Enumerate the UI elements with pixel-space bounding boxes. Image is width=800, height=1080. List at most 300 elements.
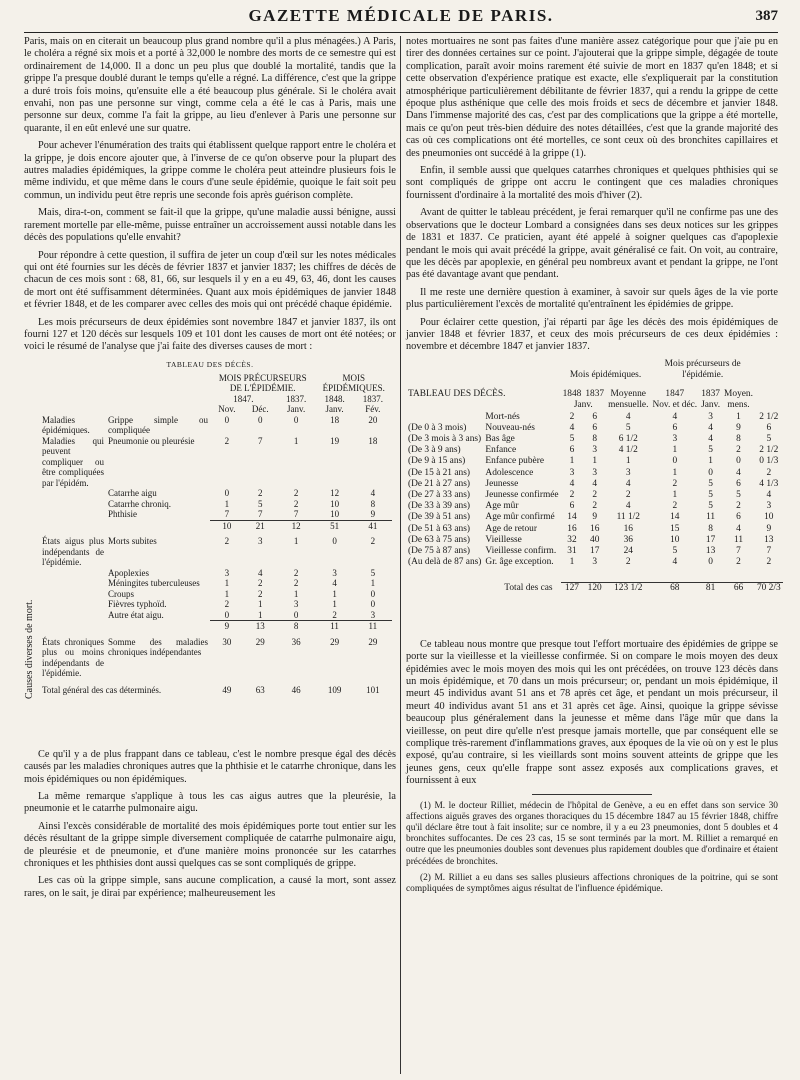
paragraph: notes mortuaires ne sont pas faites d'une manière assez catégorique pour que j'aie pu en tirer des données certaines sur ce point. J'ajouterai que la grippe simple, dégagée de toute complication, paraît avoir moins rarement été suivie de mort en 1837 qu'en 1848; et si cette observation d'expérience pratique est exacte, elle s'expliquerait par la constitution atmosphérique particulièrement débilitante de février 1837, qui a rendu la grippe de cette époque plus asthénique que celle des mois froids et secs de décembre et janvier 1848. Dans l'immense majorité des cas, c'est par des complications que la grippe a été mortelle, mais ce qu'on peut très-bien déduire des notes détaillées, c'est que la grande majorité des cas où ces complications ont été mortelles, ce sont ceux où des bronchites capillaires et des pneumonies ont succédé à la grippe (1). bbox=[406, 36, 778, 159]
table-cell: 6 bbox=[592, 411, 598, 422]
table-cell: 7 bbox=[736, 546, 741, 556]
table-cell: 2 bbox=[293, 567, 299, 578]
row-label: Morts subites bbox=[108, 536, 157, 547]
row-label: Pneumonie ou pleurésie bbox=[108, 435, 195, 446]
table-cell: 9 bbox=[736, 422, 741, 433]
table-cell: 0 bbox=[224, 609, 230, 620]
row-label: Somme des maladies chroniques indépendantes bbox=[108, 636, 208, 658]
subtotal-row bbox=[40, 520, 392, 536]
table-cell: 4 bbox=[766, 489, 772, 500]
table-cell: 0 1/3 bbox=[759, 456, 779, 467]
table-cell: 2 bbox=[332, 609, 337, 620]
table-cell: 4 bbox=[625, 501, 631, 512]
row-label: Fièvres typhoïd. bbox=[108, 599, 167, 610]
table-cell: 29 bbox=[368, 636, 378, 647]
table-row bbox=[40, 599, 392, 610]
table-cell: 3 bbox=[592, 445, 598, 456]
table-cell: 1 bbox=[258, 609, 263, 620]
table-cell: 0 bbox=[224, 488, 230, 499]
table-cell: 13 bbox=[764, 534, 774, 545]
journal-title: GAZETTE MÉDICALE DE PARIS. bbox=[248, 6, 554, 25]
table-cell: 0 bbox=[708, 557, 713, 568]
table-cell: 21 bbox=[244, 520, 277, 536]
table-row bbox=[40, 610, 392, 621]
table-cell: 2 bbox=[736, 557, 741, 568]
table-cell: 18 bbox=[368, 435, 378, 446]
table-cell: 1 bbox=[224, 498, 230, 509]
table-cell: 2 bbox=[766, 557, 772, 568]
paragraph: La même remarque s'applique à tous les cas aigus autres que la pleurésie, la pneumonie et le catarrhe pulmonaire aigu. bbox=[24, 790, 396, 815]
table-cell: 0 bbox=[370, 588, 376, 599]
year-header: 1847. bbox=[233, 393, 254, 404]
table-cell: 5 bbox=[708, 445, 713, 456]
table-cell: 1 bbox=[332, 588, 337, 599]
total-cell: 66 bbox=[722, 583, 755, 595]
row-label: Apoplexies bbox=[108, 567, 149, 578]
row-group bbox=[40, 599, 106, 610]
table-cell: 17 bbox=[590, 546, 600, 556]
age-range: (De 15 à 21 ans) bbox=[408, 467, 470, 478]
table-cell: 9 bbox=[370, 509, 376, 520]
table-title: TABLEAU DES DÉCÈS. bbox=[408, 389, 506, 400]
row-group bbox=[40, 610, 106, 621]
age-label: Jeunesse bbox=[485, 478, 519, 489]
age-range: (De 3 à 9 ans) bbox=[408, 445, 461, 456]
page-header bbox=[24, 6, 778, 33]
row-label bbox=[106, 621, 210, 637]
year-header: 1837. bbox=[285, 393, 307, 404]
table-cell: 11 1/2 bbox=[616, 512, 640, 523]
paragraph: Il me reste une dernière question à examiner, à savoir sur quels âges de la vie porte plus particulièrement l'excès de mortalité qu'entraînent les épidémies de grippe. bbox=[406, 286, 778, 311]
table-cell: 11 bbox=[354, 621, 392, 637]
table-cell: 1 bbox=[569, 557, 575, 568]
table-cell: 1 bbox=[625, 456, 631, 467]
table-cell: 2 bbox=[625, 489, 631, 500]
table-cell: 32 bbox=[567, 534, 577, 545]
row-group bbox=[40, 568, 106, 579]
column-divider bbox=[400, 36, 401, 1074]
age-range: (De 39 à 51 ans) bbox=[408, 512, 470, 523]
table-cell: 1 bbox=[224, 578, 230, 589]
table-cell: 6 bbox=[766, 422, 772, 433]
table-row bbox=[406, 468, 783, 479]
col-header: Nov. et déc. bbox=[652, 400, 698, 411]
table-cell: 29 bbox=[330, 636, 340, 647]
table-cell: 4 bbox=[672, 411, 678, 422]
table-cell: 5 bbox=[708, 478, 713, 489]
table-cell: 5 bbox=[708, 501, 713, 512]
table-cell: 11 bbox=[315, 621, 353, 637]
table-cell: 9 bbox=[592, 512, 598, 523]
col-header: Janv. bbox=[701, 400, 721, 411]
total-cell: 68 bbox=[650, 583, 699, 595]
table-cell: 4 bbox=[672, 557, 678, 568]
table-row bbox=[406, 479, 783, 490]
table-cell: 2 bbox=[293, 488, 299, 499]
grand-total-cell: 46 bbox=[291, 684, 301, 695]
table-row bbox=[40, 436, 392, 489]
col-header: 1848 bbox=[562, 389, 582, 400]
age-range: (De 75 à 87 ans) bbox=[408, 546, 470, 556]
table-cell: 10 bbox=[670, 534, 680, 545]
table-row bbox=[406, 423, 783, 434]
col-header: 1837 bbox=[701, 389, 720, 400]
row-group bbox=[40, 589, 106, 600]
table-row bbox=[406, 412, 783, 423]
table-cell: 5 bbox=[258, 498, 263, 509]
table-cell: 2 bbox=[592, 501, 598, 512]
row-group bbox=[40, 621, 106, 637]
table-cell: 3 bbox=[293, 599, 299, 610]
paragraph: Enfin, il semble aussi que quelques catarrhes chroniques et quelques phthisies qui se sont compliqués de grippe ont accru le contingent que ces maladies chroniques fournissent d'ordinaire à la mortalité des mois d'hiver (2). bbox=[406, 165, 778, 201]
table-cell: 14 bbox=[670, 512, 680, 523]
age-label: Age mûr bbox=[485, 501, 519, 512]
table-cell: 3 bbox=[332, 567, 337, 578]
table-row bbox=[40, 568, 392, 579]
table-cell: 7 bbox=[766, 546, 772, 556]
table-cell: 15 bbox=[670, 523, 680, 534]
col-header: 1847 bbox=[665, 389, 685, 400]
grand-total-cell: 49 bbox=[222, 684, 232, 695]
table-cell: 8 bbox=[277, 621, 316, 637]
paragraph: Ainsi l'excès considérable de mortalité des mois épidémiques porte tout entier sur les décès résultant de la grippe simple diversement compliquée de catarrhe pulmonaire aigu, de pleurésie et de pneumonie, et d'une manière moins prononcée sur les catarrhes chroniques et les phthisies dont aussi quelques cas se sont compliqués de grippe. bbox=[24, 820, 396, 869]
table-cell: 3 bbox=[569, 467, 575, 478]
year-header: 1848. bbox=[324, 393, 345, 404]
table-row bbox=[406, 445, 783, 456]
table-cell: 3 bbox=[370, 609, 376, 620]
paragraph: Avant de quitter le tableau précédent, je ferai remarquer qu'il ne confirme pas une des observations que le docteur Lombard a consignées dans ses deux notices sur les grippes de 1831 et 1837. Ce praticien, ayant été appelé à soigner quelques cas d'apoplexie pendant le mois qui avait précédé la grippe, avait généralisé ce fait. On voit, au contraire, que les décès par apoplexie, en général peu nombreux avant et pendant la grippe, ne l'ont pas été davantage avant que pendant. bbox=[406, 207, 778, 281]
table-cell: 12 bbox=[330, 488, 340, 499]
table-cell: 2 1/2 bbox=[759, 445, 779, 456]
age-range: (De 27 à 33 ans) bbox=[408, 489, 470, 500]
table-cell: 3 bbox=[672, 433, 678, 444]
table-row bbox=[40, 536, 392, 568]
table-cell: 5 bbox=[569, 433, 575, 444]
col-header: 1837 bbox=[585, 389, 605, 400]
age-table-body bbox=[406, 412, 783, 569]
table-cell: 6 bbox=[672, 422, 678, 433]
table-cell: 2 1/2 bbox=[759, 411, 779, 422]
right-column bbox=[406, 36, 781, 900]
col-header: Moyen. bbox=[724, 389, 753, 400]
footnote-rule bbox=[532, 794, 652, 795]
table-cell: 30 bbox=[222, 636, 232, 647]
table-cell: 2 bbox=[258, 488, 263, 499]
month-header: Déc. bbox=[251, 404, 269, 415]
total-cell: 120 bbox=[583, 583, 606, 595]
month-header: Janv. bbox=[325, 404, 344, 415]
table-cell: 3 bbox=[625, 467, 631, 478]
col-header: Moyenne bbox=[610, 389, 646, 400]
group-header: Mois épidémiques. bbox=[569, 369, 642, 380]
total-cell: 70 2/3 bbox=[756, 583, 781, 594]
row-group: États aigus plus indépendants de l'épidémie. bbox=[42, 536, 104, 568]
row-label bbox=[106, 520, 210, 536]
table-cell: 4 bbox=[569, 478, 575, 489]
paragraph: Pour éclairer cette question, j'ai réparti par âge les décès des mois épidémiques de janvier 1848 et février 1837, et ceux des mois précurseurs de ces deux épidémies : novembre et décembre 1847 et janvier 1837. bbox=[406, 316, 778, 353]
table-cell: 2 bbox=[224, 435, 230, 446]
age-range: (De 63 à 75 ans) bbox=[408, 534, 470, 545]
table-cell: 11 bbox=[706, 512, 716, 523]
table-cell: 24 bbox=[623, 546, 633, 556]
table-cell: 1 bbox=[708, 456, 713, 467]
grand-total-cell: 63 bbox=[255, 684, 265, 695]
month-header: Nov. bbox=[218, 404, 236, 415]
table-cell: 3 bbox=[592, 557, 598, 568]
row-label: Autre état aigu. bbox=[108, 609, 164, 620]
table-cell: 1 bbox=[258, 599, 263, 610]
table-cell: 6 bbox=[736, 478, 741, 489]
row-label: Phthisie bbox=[108, 509, 138, 520]
table-cell: 5 bbox=[672, 546, 678, 556]
paragraph: Mais, dira-t-on, comment se fait-il que la grippe, qu'une maladie aussi bénigne, aussi rarement mortelle par elle-même, puisse entraîner un accroissement aussi notable dans les décès des populations qu'elle envahit? bbox=[24, 207, 396, 244]
table-cell: 36 bbox=[623, 534, 633, 545]
age-label: Enfance pubère bbox=[485, 456, 544, 467]
table-row bbox=[40, 415, 392, 436]
table-cell: 0 bbox=[708, 467, 713, 478]
table-cell: 4 bbox=[332, 578, 337, 589]
table-cell: 2 bbox=[766, 467, 772, 478]
row-group bbox=[40, 488, 106, 499]
age-label: Vieillesse confirm. bbox=[485, 546, 557, 556]
age-label: Vieillesse bbox=[485, 534, 522, 545]
table-cell: 1 bbox=[293, 435, 299, 446]
table-cell: 1 bbox=[592, 456, 598, 467]
table-cell: 0 bbox=[224, 414, 230, 425]
table-cell: 2 bbox=[224, 599, 230, 610]
table-cell: 1 bbox=[672, 489, 678, 500]
table-cell: 1 bbox=[569, 456, 575, 467]
left-column bbox=[24, 36, 396, 905]
table-cell: 4 bbox=[569, 422, 575, 433]
table-cell: 6 bbox=[569, 501, 575, 512]
col-header: mensuelle. bbox=[608, 400, 649, 411]
age-range: (De 3 mois à 3 ans) bbox=[408, 433, 482, 444]
table-cell: 19 bbox=[330, 435, 340, 446]
table-cell: 16 bbox=[623, 523, 633, 534]
table-cell: 2 bbox=[736, 501, 741, 512]
row-label: Croups bbox=[108, 588, 135, 599]
age-label: Age mûr confirmé bbox=[485, 512, 555, 523]
table-cell: 3 bbox=[224, 567, 230, 578]
month-header: Janv. bbox=[287, 404, 306, 415]
table-row bbox=[406, 456, 783, 467]
group-header: MOIS ÉPIDÉMIQUES. bbox=[322, 372, 385, 394]
age-label: Enfance bbox=[485, 445, 517, 456]
table-row bbox=[40, 488, 392, 499]
paragraph: Les mois précurseurs de deux épidémies sont novembre 1847 et janvier 1837, ils ont fourni 127 et 120 décès sur lesquels 109 et 101 dont les causes de mort ont été notées; or voici le résumé de l'analyse que j'ai faite des diverses causes de mort : bbox=[24, 316, 396, 353]
row-group bbox=[40, 578, 106, 589]
table-cell: 1 bbox=[293, 536, 299, 547]
table-cell: 4 bbox=[708, 433, 713, 444]
paragraph: Ce qu'il y a de plus frappant dans ce tableau, c'est le nombre presque égal des décès causés par les maladies chroniques autres que la phthisie et le catarrhe chronique, dans les mois épidémiques ou non épidémiques. bbox=[24, 748, 396, 785]
table-cell: 11 bbox=[733, 534, 744, 545]
table-cell: 17 bbox=[705, 534, 716, 545]
table-cell: 9 bbox=[766, 523, 772, 534]
table-cell: 10 bbox=[330, 498, 340, 509]
table-cell: 0 bbox=[258, 414, 263, 425]
table-cell: 31 bbox=[567, 546, 577, 556]
table-cell: 4 bbox=[258, 567, 263, 578]
table-cell: 0 bbox=[672, 456, 678, 467]
table-cell: 20 bbox=[368, 414, 378, 425]
deces-table bbox=[40, 373, 392, 696]
row-group: États chroniques plus ou moins indépendants de l'épidémie. bbox=[42, 636, 104, 679]
table-cell: 12 bbox=[277, 520, 316, 536]
table-cell: 2 bbox=[370, 536, 376, 547]
total-cell: 81 bbox=[699, 583, 722, 595]
grand-total-cell: 101 bbox=[366, 684, 380, 695]
table-cell: 51 bbox=[315, 520, 353, 536]
group-header: Mois précurseurs de l'épidémie. bbox=[664, 358, 741, 380]
total-cell: 123 1/2 bbox=[606, 583, 650, 595]
table-cell: 6 bbox=[736, 512, 741, 523]
row-label: Méningites tuberculeuses bbox=[108, 578, 200, 589]
table-cell: 8 bbox=[708, 523, 713, 534]
table-cell: 1 bbox=[672, 467, 678, 478]
table-cell: 7 bbox=[258, 509, 263, 520]
table-cell: 3 bbox=[258, 536, 263, 547]
table-cell: 2 bbox=[592, 489, 598, 500]
table-row bbox=[40, 509, 392, 520]
table-row bbox=[406, 512, 783, 523]
age-label: Gr. âge exception. bbox=[485, 557, 554, 568]
paragraph: Les cas où la grippe simple, sans aucune complication, a causé la mort, sont assez rares, on le sait, je dirai par expérience; malheureusement les bbox=[24, 875, 396, 899]
table-cell: 0 bbox=[736, 456, 741, 467]
age-label: Mort-nés bbox=[485, 411, 520, 422]
table-cell: 5 bbox=[370, 567, 376, 578]
grand-total-cell: 109 bbox=[327, 684, 342, 695]
col-header: Janv. bbox=[573, 400, 593, 411]
footnote: (2) M. Rilliet a eu dans ses salles plusieurs affections chroniques de la poitrine, qui se sont compliquées de symptômes aigus résultat de l'influence épidémique. bbox=[406, 872, 778, 895]
table-row bbox=[406, 501, 783, 512]
table-cell: 7 bbox=[258, 435, 263, 446]
table-cell: 0 bbox=[293, 609, 299, 620]
table-cell: 1 bbox=[672, 445, 678, 456]
table-cell: 29 bbox=[255, 636, 265, 647]
total-label: Total des cas bbox=[504, 583, 553, 594]
age-range: (De 9 à 15 ans) bbox=[408, 456, 466, 467]
table-cell: 3 bbox=[766, 501, 772, 512]
side-label: Causes diverses de mort. bbox=[24, 599, 35, 699]
table-cell: 5 bbox=[708, 489, 713, 500]
table-cell: 16 bbox=[567, 523, 577, 534]
table-cell: 4 1/2 bbox=[618, 445, 638, 456]
month-header: Fév. bbox=[365, 404, 381, 415]
row-group: Maladies qui peuvent compliquer ou être compliquées par l'épidém. bbox=[42, 435, 104, 488]
age-table bbox=[406, 359, 783, 595]
table-cell: 10 bbox=[330, 509, 340, 520]
age-label: Age de retour bbox=[485, 523, 537, 534]
age-range: (De 33 à 39 ans) bbox=[408, 501, 470, 512]
table-cell: 8 bbox=[370, 498, 376, 509]
table-cell: 8 bbox=[736, 433, 741, 444]
row-label: Grippe simple ou compliquée bbox=[108, 414, 208, 436]
age-label: Bas âge bbox=[485, 433, 515, 444]
table-cell: 0 bbox=[293, 414, 299, 425]
table-cell: 8 bbox=[592, 433, 598, 444]
age-range: (Au delà de 87 ans) bbox=[408, 557, 482, 568]
col-header: mens. bbox=[727, 400, 750, 411]
total-cell: 127 bbox=[561, 583, 584, 595]
table-cell: 13 bbox=[705, 546, 716, 556]
age-label: Jeunesse confirmée bbox=[485, 489, 559, 500]
table-cell: 2 bbox=[293, 578, 299, 589]
table-cell: 4 bbox=[625, 478, 631, 489]
table-cell: 16 bbox=[590, 523, 600, 534]
table-cell: 4 bbox=[708, 422, 713, 433]
table-cell: 2 bbox=[569, 411, 575, 422]
age-table-block bbox=[406, 358, 781, 635]
table-cell: 14 bbox=[567, 512, 577, 523]
table-cell: 41 bbox=[354, 520, 392, 536]
row-group: Maladies épidémiques. bbox=[42, 414, 90, 436]
table-cell: 2 bbox=[569, 489, 575, 500]
table-row bbox=[40, 589, 392, 600]
table-row bbox=[40, 637, 392, 679]
table-cell: 4 bbox=[592, 478, 598, 489]
footnote: (1) M. le docteur Rilliet, médecin de l'hôpital de Genève, a eu en effet dans son service 30 affections aiguës graves des organes thoraciques du 15 décembre 1847 au 15 février 1848, chiffre qu'il déclare être tout à fait insolite; sur ce nombre, il y a eu 23 pneumonies, dont 5 doubles et 4 bronchites suffocantes. De ces 23 cas, 15 se sont terminés par la mort. M. Rilliet a remarqué en outre que les pneumonies doubles sont devenues plus rapidement doubles que d'ordinaire et étaient précédées de bronchites. bbox=[406, 800, 778, 867]
table-cell: 1 bbox=[293, 588, 299, 599]
table-cell: 6 bbox=[592, 422, 598, 433]
row-group bbox=[40, 509, 106, 520]
page-number: 387 bbox=[755, 8, 778, 24]
table-row bbox=[406, 557, 783, 568]
table-cell: 2 bbox=[224, 536, 230, 547]
table-cell: 6 1/2 bbox=[618, 433, 638, 444]
table-cell: 2 bbox=[736, 445, 741, 456]
age-label: Adolescence bbox=[485, 467, 534, 478]
table-cell: 5 bbox=[736, 489, 741, 500]
table-cell: 4 bbox=[736, 523, 741, 534]
table-cell: 4 bbox=[370, 488, 376, 499]
table-cell: 5 bbox=[766, 433, 772, 444]
table-cell: 1 bbox=[332, 599, 337, 610]
table-row bbox=[406, 434, 783, 445]
table-cell: 7 bbox=[293, 509, 299, 520]
deces-table-block bbox=[24, 359, 396, 743]
table-cell: 5 bbox=[625, 422, 631, 433]
age-label: Nouveau-nés bbox=[485, 422, 535, 433]
table-row bbox=[406, 546, 783, 557]
table-cell: 10 bbox=[210, 520, 244, 536]
table-cell: 2 bbox=[258, 588, 263, 599]
table-cell: 4 bbox=[625, 411, 631, 422]
table-cell: 0 bbox=[370, 599, 376, 610]
table-cell: 4 1/3 bbox=[759, 478, 779, 489]
age-range: (De 51 à 63 ans) bbox=[408, 523, 470, 534]
table-cell: 4 bbox=[736, 467, 741, 478]
table-cell: 2 bbox=[672, 501, 678, 512]
row-label: Catarrhe chroniq. bbox=[108, 498, 171, 509]
table-row bbox=[406, 524, 783, 535]
age-range: (De 21 à 27 ans) bbox=[408, 478, 470, 489]
age-range bbox=[406, 412, 483, 423]
paragraph: Paris, mais on en citerait un beaucoup plus grand nombre qu'il a plus ménagées.) A Paris, le choléra a régné six mois et a porté à 32,000 le nombre des morts de ce semestre qui est ordinairement de 14,000. Il a donc un peu plus que doublé la mortalité, tandis que la grippe l'a presque doublé durant le temps qu'elle a régné. La différence, c'est que la grippe a duré trois fois moins, qu'ensuite elle a été beaucoup plus générale. Si le choléra avait envahi, non pas une personne sur vingt, comme cela a été le cas à Paris, mais une personne sur deux, comme l'a fait la grippe, au lieu d'enlever à Paris une personne sur quarante, il en eût enlevé une sur quatre. bbox=[24, 36, 396, 134]
table-cell: 36 bbox=[291, 636, 301, 647]
row-group bbox=[40, 520, 106, 536]
paragraph: Ce tableau nous montre que presque tout l'effort mortuaire des épidémies de grippe se porte sur la vieillesse et la vieillesse confirmée. Si on compare le mois moyen des deux épidémies avec le mois moyen des mois qui les ont précédées, on trouve 123 décès dans un mois épidémique, et 70 dans un mois précurseur; or, pendant un mois épidémique, il meurt 45 individus avant 51 ans et 78 après cet âge, et pendant un mois précurseur, il meurt 40 individus avant 51 ans et 31 après cet âge. Ainsi, quoique la grippe sévisse beaucoup plus généralement dans la jeunesse et même dans l'âge mûr que dans la vieillesse, on peut dire qu'elle n'est presque jamais mortelle, que par conséquent elle se complique très-rarement d'inflammations graves, aux époques de la vie où on y est le plus exposé, qu'au contraire, si les vieillards sont moins souvent atteints de grippe que les jeunes gens, ceux qu'elle frappe sont assez exposés aux complications graves, et fournissent à eux bbox=[406, 638, 778, 787]
group-header: MOIS PRÉCURSEURS DE L'ÉPIDÉMIE. bbox=[218, 372, 307, 394]
table-cell: 9 bbox=[210, 621, 244, 637]
table-cell: 6 bbox=[569, 445, 575, 456]
table-row bbox=[40, 578, 392, 589]
table-row bbox=[406, 490, 783, 501]
table-cell: 2 bbox=[672, 478, 678, 489]
row-label: Catarrhe aigu bbox=[108, 488, 157, 499]
table-cell: 2 bbox=[293, 498, 299, 509]
table-cell: 0 bbox=[332, 536, 337, 547]
